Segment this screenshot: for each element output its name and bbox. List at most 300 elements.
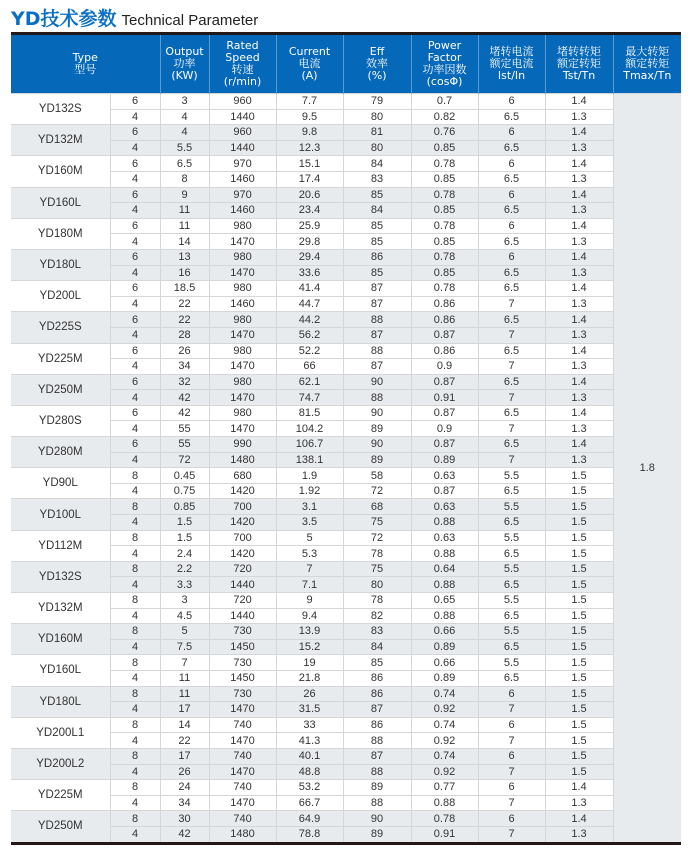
header-line: 额定转矩	[625, 57, 670, 70]
header-line: Ist/In	[497, 69, 526, 82]
cell-tst-tn: 1.5	[545, 561, 613, 577]
cell-current: 74.7	[276, 390, 343, 406]
header-line: 功率因数	[422, 63, 467, 76]
cell-ist-in: 5.5	[478, 593, 545, 609]
cell-current: 78.8	[276, 826, 343, 843]
cell-ist-in: 6.5	[478, 281, 545, 297]
cell-output: 2.2	[160, 561, 209, 577]
cell-speed: 1420	[209, 515, 276, 531]
cell-tst-tn: 1.3	[545, 795, 613, 811]
cell-current: 81.5	[276, 405, 343, 421]
table-row	[11, 826, 681, 843]
cell-ist-in: 6.5	[478, 140, 545, 156]
cell-current: 17.4	[276, 171, 343, 187]
cell-tst-tn: 1.4	[545, 249, 613, 265]
cell-efficiency: 89	[343, 421, 411, 437]
cell-poles: 4	[110, 327, 160, 343]
table-row	[11, 608, 681, 624]
cell-current: 13.9	[276, 624, 343, 640]
cell-poles: 4	[110, 670, 160, 686]
cell-speed: 1460	[209, 296, 276, 312]
cell-efficiency: 86	[343, 670, 411, 686]
header-output	[160, 34, 209, 94]
header-line: 效率	[366, 57, 389, 70]
cell-power-factor: 0.85	[411, 171, 478, 187]
cell-ist-in: 6.5	[478, 515, 545, 531]
cell-poles: 6	[110, 218, 160, 234]
cell-poles: 8	[110, 748, 160, 764]
cell-poles: 8	[110, 717, 160, 733]
cell-output: 8	[160, 171, 209, 187]
cell-ist-in: 6	[478, 686, 545, 702]
cell-speed: 1470	[209, 234, 276, 250]
cell-efficiency: 87	[343, 281, 411, 297]
cell-current: 106.7	[276, 437, 343, 453]
cell-speed: 1480	[209, 826, 276, 843]
header-efficiency	[343, 34, 411, 94]
cell-tst-tn: 1.4	[545, 187, 613, 203]
cell-ist-in: 6.5	[478, 234, 545, 250]
cell-speed: 1420	[209, 546, 276, 562]
cell-current: 9.8	[276, 125, 343, 141]
cell-output: 7	[160, 655, 209, 671]
cell-output: 30	[160, 811, 209, 827]
cell-ist-in: 6	[478, 218, 545, 234]
cell-current: 9	[276, 593, 343, 609]
cell-ist-in: 7	[478, 390, 545, 406]
cell-poles: 4	[110, 639, 160, 655]
header-max-torque	[613, 34, 681, 94]
cell-output: 7.5	[160, 639, 209, 655]
cell-ist-in: 7	[478, 452, 545, 468]
cell-power-factor: 0.85	[411, 203, 478, 219]
cell-ist-in: 7	[478, 296, 545, 312]
cell-efficiency: 83	[343, 624, 411, 640]
cell-speed: 1460	[209, 171, 276, 187]
cell-efficiency: 75	[343, 561, 411, 577]
cell-ist-in: 6	[478, 780, 545, 796]
cell-efficiency: 88	[343, 390, 411, 406]
table-row	[11, 156, 681, 172]
cell-power-factor: 0.86	[411, 296, 478, 312]
header-line: Rated	[226, 39, 259, 52]
cell-efficiency: 58	[343, 468, 411, 484]
table-row	[11, 452, 681, 468]
table-row	[11, 577, 681, 593]
cell-current: 7	[276, 561, 343, 577]
cell-output: 11	[160, 218, 209, 234]
cell-current: 5.3	[276, 546, 343, 562]
table-row	[11, 171, 681, 187]
cell-power-factor: 0.66	[411, 655, 478, 671]
cell-ist-in: 6.5	[478, 171, 545, 187]
cell-ist-in: 6	[478, 187, 545, 203]
cell-ist-in: 6	[478, 125, 545, 141]
cell-type: YD225M	[11, 343, 110, 374]
cell-current: 41.3	[276, 733, 343, 749]
cell-speed: 980	[209, 281, 276, 297]
cell-tst-tn: 1.5	[545, 608, 613, 624]
cell-output: 2.4	[160, 546, 209, 562]
header-line: 额定转矩	[557, 57, 602, 70]
cell-speed: 700	[209, 530, 276, 546]
cell-current: 7.1	[276, 577, 343, 593]
cell-ist-in: 6.5	[478, 546, 545, 562]
cell-efficiency: 88	[343, 312, 411, 328]
table-row	[11, 140, 681, 156]
cell-speed: 680	[209, 468, 276, 484]
cell-efficiency: 86	[343, 249, 411, 265]
cell-speed: 1470	[209, 764, 276, 780]
cell-speed: 1440	[209, 608, 276, 624]
cell-poles: 8	[110, 655, 160, 671]
cell-type: YD132M	[11, 125, 110, 156]
cell-speed: 720	[209, 561, 276, 577]
cell-speed: 740	[209, 811, 276, 827]
cell-power-factor: 0.85	[411, 234, 478, 250]
header-line: 型号	[74, 63, 97, 76]
cell-output: 18.5	[160, 281, 209, 297]
cell-speed: 970	[209, 187, 276, 203]
cell-tmax-tn: 1.8	[613, 94, 681, 844]
cell-poles: 4	[110, 608, 160, 624]
cell-output: 24	[160, 780, 209, 796]
cell-efficiency: 90	[343, 405, 411, 421]
cell-type: YD90L	[11, 468, 110, 499]
cell-output: 72	[160, 452, 209, 468]
header-line: Current	[288, 45, 331, 58]
table-row	[11, 203, 681, 219]
table-row	[11, 234, 681, 250]
cell-tst-tn: 1.5	[545, 655, 613, 671]
cell-output: 3.3	[160, 577, 209, 593]
cell-current: 20.6	[276, 187, 343, 203]
cell-ist-in: 7	[478, 733, 545, 749]
cell-output: 11	[160, 686, 209, 702]
cell-output: 4	[160, 125, 209, 141]
cell-output: 3	[160, 593, 209, 609]
cell-poles: 8	[110, 624, 160, 640]
header-line: Power	[427, 39, 462, 52]
cell-poles: 6	[110, 249, 160, 265]
cell-poles: 4	[110, 296, 160, 312]
cell-current: 52.2	[276, 343, 343, 359]
table-row	[11, 343, 681, 359]
table-row	[11, 561, 681, 577]
table-row	[11, 546, 681, 562]
cell-speed: 960	[209, 125, 276, 141]
cell-current: 1.9	[276, 468, 343, 484]
cell-tst-tn: 1.4	[545, 811, 613, 827]
cell-power-factor: 0.63	[411, 530, 478, 546]
cell-speed: 980	[209, 218, 276, 234]
cell-output: 55	[160, 437, 209, 453]
cell-output: 22	[160, 296, 209, 312]
table-row	[11, 717, 681, 733]
cell-tst-tn: 1.5	[545, 748, 613, 764]
cell-speed: 1420	[209, 483, 276, 499]
cell-ist-in: 7	[478, 702, 545, 718]
cell-power-factor: 0.86	[411, 343, 478, 359]
cell-tst-tn: 1.4	[545, 374, 613, 390]
cell-efficiency: 88	[343, 795, 411, 811]
cell-power-factor: 0.87	[411, 327, 478, 343]
cell-type: YD160L	[11, 187, 110, 218]
cell-output: 6.5	[160, 156, 209, 172]
cell-poles: 4	[110, 140, 160, 156]
cell-power-factor: 0.9	[411, 359, 478, 375]
cell-efficiency: 86	[343, 686, 411, 702]
cell-output: 22	[160, 312, 209, 328]
cell-current: 33	[276, 717, 343, 733]
cell-power-factor: 0.65	[411, 593, 478, 609]
cell-power-factor: 0.89	[411, 670, 478, 686]
cell-poles: 8	[110, 593, 160, 609]
cell-poles: 6	[110, 281, 160, 297]
table-row	[11, 312, 681, 328]
cell-efficiency: 80	[343, 577, 411, 593]
cell-type: YD100L	[11, 499, 110, 530]
title-chinese: YD技术参数	[11, 8, 117, 30]
cell-tst-tn: 1.4	[545, 405, 613, 421]
cell-ist-in: 7	[478, 826, 545, 843]
cell-tst-tn: 1.5	[545, 577, 613, 593]
cell-tst-tn: 1.3	[545, 390, 613, 406]
cell-current: 15.2	[276, 639, 343, 655]
cell-current: 31.5	[276, 702, 343, 718]
cell-efficiency: 82	[343, 608, 411, 624]
cell-poles: 4	[110, 546, 160, 562]
cell-ist-in: 6.5	[478, 639, 545, 655]
cell-ist-in: 6	[478, 811, 545, 827]
cell-type: YD280M	[11, 437, 110, 468]
cell-output: 1.5	[160, 530, 209, 546]
cell-efficiency: 86	[343, 717, 411, 733]
header-line: 额定电流	[489, 57, 534, 70]
cell-power-factor: 0.78	[411, 156, 478, 172]
cell-speed: 960	[209, 94, 276, 110]
cell-poles: 4	[110, 577, 160, 593]
cell-ist-in: 6	[478, 748, 545, 764]
cell-power-factor: 0.86	[411, 312, 478, 328]
table-row	[11, 795, 681, 811]
cell-current: 7.7	[276, 94, 343, 110]
table-row	[11, 218, 681, 234]
cell-power-factor: 0.88	[411, 546, 478, 562]
cell-type: YD160M	[11, 156, 110, 187]
cell-efficiency: 88	[343, 764, 411, 780]
cell-tst-tn: 1.3	[545, 234, 613, 250]
cell-output: 9	[160, 187, 209, 203]
cell-efficiency: 87	[343, 327, 411, 343]
cell-power-factor: 0.78	[411, 218, 478, 234]
table-row	[11, 811, 681, 827]
cell-output: 14	[160, 234, 209, 250]
cell-speed: 980	[209, 374, 276, 390]
cell-tst-tn: 1.4	[545, 343, 613, 359]
cell-ist-in: 6	[478, 156, 545, 172]
cell-ist-in: 6.5	[478, 312, 545, 328]
cell-efficiency: 78	[343, 546, 411, 562]
table-row	[11, 780, 681, 796]
header-line: Factor	[427, 51, 462, 64]
cell-power-factor: 0.63	[411, 499, 478, 515]
table-row	[11, 374, 681, 390]
table-row	[11, 249, 681, 265]
table-row	[11, 530, 681, 546]
header-line: Tst/Tn	[562, 69, 596, 82]
cell-current: 26	[276, 686, 343, 702]
cell-current: 41.4	[276, 281, 343, 297]
table-row	[11, 483, 681, 499]
cell-ist-in: 6.5	[478, 608, 545, 624]
cell-speed: 1470	[209, 421, 276, 437]
cell-current: 66.7	[276, 795, 343, 811]
cell-efficiency: 72	[343, 530, 411, 546]
cell-power-factor: 0.77	[411, 780, 478, 796]
table-row	[11, 109, 681, 125]
cell-power-factor: 0.88	[411, 577, 478, 593]
cell-efficiency: 84	[343, 156, 411, 172]
cell-current: 44.7	[276, 296, 343, 312]
cell-type: YD180M	[11, 218, 110, 249]
table-row	[11, 655, 681, 671]
cell-poles: 6	[110, 312, 160, 328]
cell-output: 42	[160, 390, 209, 406]
cell-poles: 6	[110, 437, 160, 453]
cell-tst-tn: 1.3	[545, 452, 613, 468]
cell-ist-in: 6.5	[478, 405, 545, 421]
cell-power-factor: 0.87	[411, 483, 478, 499]
cell-tst-tn: 1.5	[545, 499, 613, 515]
cell-power-factor: 0.76	[411, 125, 478, 141]
cell-tst-tn: 1.5	[545, 515, 613, 531]
table-row	[11, 327, 681, 343]
cell-power-factor: 0.64	[411, 561, 478, 577]
cell-efficiency: 87	[343, 359, 411, 375]
cell-power-factor: 0.74	[411, 717, 478, 733]
cell-power-factor: 0.78	[411, 281, 478, 297]
cell-current: 3.5	[276, 515, 343, 531]
cell-ist-in: 5.5	[478, 655, 545, 671]
cell-efficiency: 84	[343, 639, 411, 655]
cell-ist-in: 6	[478, 94, 545, 110]
page-title	[11, 4, 258, 28]
cell-speed: 1450	[209, 639, 276, 655]
cell-current: 29.4	[276, 249, 343, 265]
cell-tst-tn: 1.3	[545, 421, 613, 437]
cell-ist-in: 7	[478, 359, 545, 375]
table-row	[11, 94, 681, 110]
cell-speed: 980	[209, 312, 276, 328]
header-line: (cosΦ)	[426, 75, 463, 88]
cell-poles: 4	[110, 109, 160, 125]
cell-tst-tn: 1.3	[545, 109, 613, 125]
cell-efficiency: 78	[343, 593, 411, 609]
cell-speed: 980	[209, 405, 276, 421]
header-line: (%)	[367, 69, 387, 82]
cell-type: YD200L1	[11, 717, 110, 748]
cell-ist-in: 5.5	[478, 499, 545, 515]
cell-current: 56.2	[276, 327, 343, 343]
cell-output: 5	[160, 624, 209, 640]
cell-current: 3.1	[276, 499, 343, 515]
cell-ist-in: 6.5	[478, 670, 545, 686]
table-row	[11, 499, 681, 515]
cell-speed: 980	[209, 249, 276, 265]
cell-poles: 4	[110, 483, 160, 499]
cell-speed: 720	[209, 593, 276, 609]
cell-power-factor: 0.91	[411, 826, 478, 843]
cell-poles: 8	[110, 780, 160, 796]
cell-poles: 4	[110, 795, 160, 811]
cell-current: 25.9	[276, 218, 343, 234]
cell-power-factor: 0.89	[411, 639, 478, 655]
cell-current: 40.1	[276, 748, 343, 764]
table-row	[11, 296, 681, 312]
cell-poles: 6	[110, 125, 160, 141]
cell-efficiency: 72	[343, 483, 411, 499]
cell-power-factor: 0.78	[411, 249, 478, 265]
cell-type: YD112M	[11, 530, 110, 561]
cell-power-factor: 0.88	[411, 608, 478, 624]
cell-efficiency: 85	[343, 265, 411, 281]
cell-power-factor: 0.89	[411, 452, 478, 468]
cell-speed: 1470	[209, 265, 276, 281]
cell-tst-tn: 1.5	[545, 483, 613, 499]
cell-efficiency: 87	[343, 748, 411, 764]
header-line: 电流	[298, 57, 321, 70]
cell-type: YD132M	[11, 593, 110, 624]
title-english: Technical Parameter	[121, 12, 259, 29]
cell-power-factor: 0.92	[411, 733, 478, 749]
cell-efficiency: 85	[343, 218, 411, 234]
cell-tst-tn: 1.4	[545, 780, 613, 796]
technical-parameter-table	[11, 32, 681, 845]
cell-efficiency: 85	[343, 187, 411, 203]
cell-poles: 6	[110, 156, 160, 172]
cell-speed: 730	[209, 624, 276, 640]
cell-speed: 1440	[209, 109, 276, 125]
header-line: 堵转电流	[489, 45, 534, 58]
cell-output: 14	[160, 717, 209, 733]
cell-tst-tn: 1.4	[545, 94, 613, 110]
cell-ist-in: 5.5	[478, 530, 545, 546]
cell-poles: 8	[110, 530, 160, 546]
cell-output: 4.5	[160, 608, 209, 624]
cell-ist-in: 6	[478, 717, 545, 733]
cell-power-factor: 0.87	[411, 374, 478, 390]
cell-tst-tn: 1.5	[545, 717, 613, 733]
cell-tst-tn: 1.4	[545, 156, 613, 172]
cell-efficiency: 83	[343, 171, 411, 187]
cell-current: 12.3	[276, 140, 343, 156]
cell-speed: 740	[209, 748, 276, 764]
cell-poles: 8	[110, 686, 160, 702]
cell-ist-in: 6.5	[478, 374, 545, 390]
cell-speed: 1470	[209, 327, 276, 343]
header-type	[11, 34, 160, 94]
cell-tst-tn: 1.5	[545, 733, 613, 749]
cell-type: YD280S	[11, 405, 110, 436]
table-row	[11, 390, 681, 406]
cell-type: YD160M	[11, 624, 110, 655]
cell-type: YD200L2	[11, 748, 110, 779]
cell-speed: 1470	[209, 702, 276, 718]
cell-type: YD200L	[11, 281, 110, 312]
table-row	[11, 125, 681, 141]
cell-speed: 1440	[209, 140, 276, 156]
